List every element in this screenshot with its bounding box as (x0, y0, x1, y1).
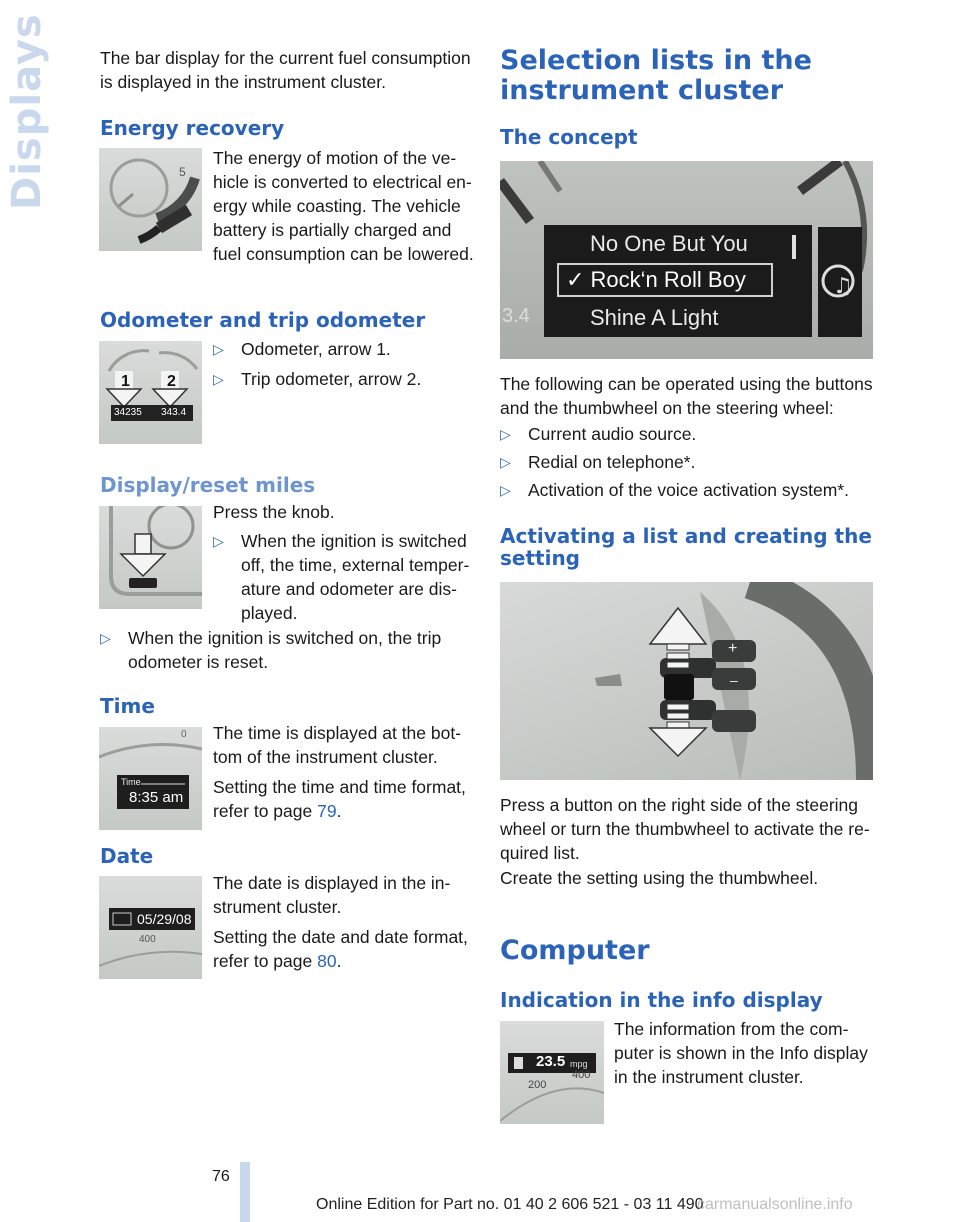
odometer-item-2: ▷ Trip odometer, arrow 2. (213, 369, 422, 389)
watermark: carmanualsonline.info (697, 1196, 853, 1213)
arrow-1-label: 1 (121, 373, 130, 390)
odometer-item-1: ▷ Odometer, arrow 1. (213, 339, 391, 359)
info-display-400: 400 (572, 1069, 591, 1081)
odometer-title: Odometer and trip odometer (100, 308, 426, 332)
date-image-mark: 400 (139, 934, 156, 945)
activating-text-2: Create the setting using the thumbwheel. (500, 868, 819, 888)
time-text-1: The time is displayed at the bottom of the instrument cluster. (213, 723, 462, 767)
energy-text: The energy of motion of the vehicle is converted to electrical energy while coasting. The vehicle battery is partially charged and fuel consumption can be lowered. (213, 148, 474, 264)
time-image-label: Time (121, 777, 141, 787)
steering-minus: – (730, 672, 738, 688)
time-image-mark: 0 (181, 729, 187, 740)
time-title: Time (100, 694, 155, 718)
selection-lists-title: Selection lists in the instrument cluster (500, 45, 812, 106)
info-display-unit: mpg (570, 1059, 588, 1069)
date-text-2: Setting the date and date format, refer to page 80. (213, 927, 468, 971)
activating-title: Activating a list and creating the setting (500, 524, 872, 570)
info-display-value: 23.5 (536, 1053, 566, 1070)
page-number: 76 (212, 1168, 230, 1185)
intro-text: The bar display for the current fuel consumption is displayed in the instrument cluster. (100, 48, 471, 92)
concept-item-3: ▷ Activation of the voice activation system*. (500, 480, 849, 500)
selection-list-image (500, 161, 873, 359)
computer-subtitle: Indication in the info display (500, 988, 823, 1012)
reset-item-1: ▷ When the ignition is switched off, the time, external temperature and odometer are displayed. (213, 531, 470, 623)
reset-intro: Press the knob. (213, 502, 335, 522)
energy-gauge-mark: 5 (179, 165, 186, 179)
concept-title: The concept (500, 125, 638, 149)
info-display-200: 200 (528, 1079, 547, 1091)
date-image-value: 05/29/08 (137, 911, 192, 927)
info-display-image (500, 1021, 604, 1124)
concept-item-1: ▷ Current audio source. (500, 424, 697, 444)
trip-value: 343.4 (161, 407, 187, 418)
steering-wheel-image (500, 582, 873, 780)
date-page-link[interactable]: 80 (317, 951, 337, 971)
time-image-value: 8:35 am (129, 789, 184, 806)
odometer-image (99, 341, 202, 444)
concept-item-2: ▷ Redial on telephone*. (500, 452, 696, 472)
time-image (99, 727, 202, 830)
list-entry-2-selected: ✓ Rock‘n Roll Boy (566, 267, 746, 292)
odometer-value: 34235 (114, 407, 142, 418)
concept-text: The following can be operated using the buttons and the thumbwheel on the steering wheel: (500, 374, 873, 418)
computer-text: The information from the computer is shown in the Info display in the instrument cluster. (614, 1019, 868, 1087)
reset-image (99, 506, 202, 609)
computer-title: Computer (500, 935, 650, 966)
reset-item-2: ▷ When the ignition is switched on, the trip odometer is reset. (100, 628, 442, 672)
reset-title: Display/reset miles (100, 473, 316, 497)
energy-title: Energy recovery (100, 116, 285, 140)
date-text-1: The date is displayed in the instrument cluster. (213, 873, 451, 917)
arrow-2-label: 2 (167, 373, 176, 390)
footer-bar (240, 1162, 250, 1222)
list-left-number: 3.4 (502, 305, 530, 327)
date-image (99, 876, 202, 979)
side-title: Displays (4, 13, 50, 210)
edition-note: Online Edition for Part no. 01 40 2 606 521 - 03 11 490 (316, 1196, 704, 1213)
time-page-link[interactable]: 79 (317, 801, 337, 821)
date-title: Date (100, 844, 154, 868)
energy-image (99, 148, 202, 251)
list-entry-1: No One But You (590, 231, 748, 256)
list-entry-3: Shine A Light (590, 305, 719, 330)
steering-plus: + (728, 640, 738, 657)
svg-text:♫: ♫ (833, 274, 853, 299)
activating-text-1: Press a button on the right side of the steering wheel or turn the thumbwheel to activate the required list. (500, 795, 870, 863)
time-text-2: Setting the time and time format, refer to page 79. (213, 777, 466, 821)
